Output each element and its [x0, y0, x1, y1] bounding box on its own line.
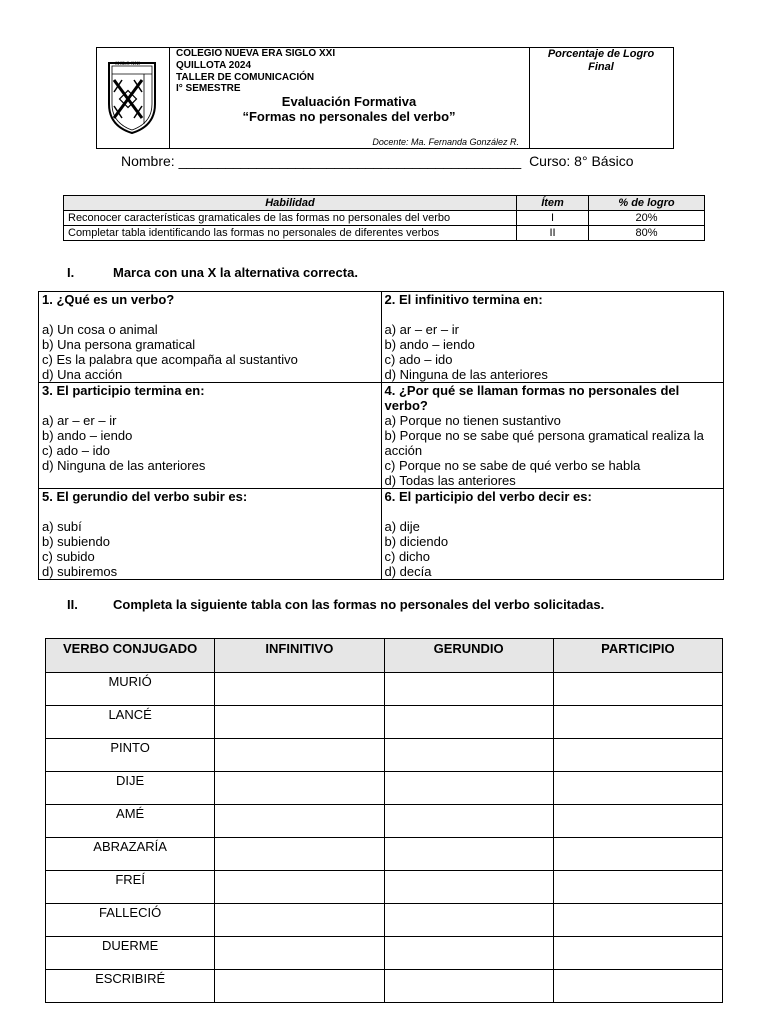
section-1-text: Marca con una X la alternativa correcta.: [113, 265, 358, 280]
conjugated-verb: FALLECIÓ: [46, 904, 215, 937]
question-cell: [381, 292, 724, 383]
conjugated-verb: LANCÉ: [46, 706, 215, 739]
infinitive-answer-cell[interactable]: [215, 772, 384, 805]
question-title: 3. El participio termina en:: [42, 383, 205, 398]
skill-percent: 20%: [589, 211, 705, 226]
student-line: [121, 153, 633, 169]
question-gap: [385, 307, 721, 322]
answer-option[interactable]: a) subí: [42, 519, 82, 534]
header-box: [96, 47, 674, 149]
verb-row: [46, 739, 723, 772]
score-label: [529, 48, 673, 74]
infinitive-answer-cell[interactable]: [215, 904, 384, 937]
answer-option[interactable]: c) subido: [42, 549, 95, 564]
participle-answer-cell[interactable]: [553, 673, 722, 706]
verb-table-header: VERBO CONJUGADO: [46, 639, 215, 673]
conjugated-verb: DUERME: [46, 937, 215, 970]
answer-option[interactable]: b) ando – iendo: [384, 337, 475, 352]
infinitive-answer-cell[interactable]: [215, 673, 384, 706]
school-city-year: QUILLOTA 2024: [176, 60, 252, 71]
conjugated-verb: AMÉ: [46, 805, 215, 838]
name-field[interactable]: Nombre: ____________________________________________: [121, 153, 522, 169]
school-info: [169, 48, 530, 148]
question-row: [39, 383, 724, 489]
participle-answer-cell[interactable]: [553, 904, 722, 937]
verb-table-body: [46, 673, 723, 1003]
gerund-answer-cell[interactable]: [384, 772, 553, 805]
question-row: [39, 489, 724, 580]
skills-row: [64, 226, 705, 241]
verb-table-header: PARTICIPIO: [553, 639, 722, 673]
answer-option[interactable]: c) Porque no se sabe de qué verbo se habla: [384, 458, 641, 473]
gerund-answer-cell[interactable]: [384, 970, 553, 1003]
answer-option[interactable]: d) decía: [384, 564, 432, 579]
answer-option[interactable]: b) diciendo: [384, 534, 449, 549]
answer-option[interactable]: c) ado – ido: [42, 443, 110, 458]
participle-answer-cell[interactable]: [553, 838, 722, 871]
answer-option[interactable]: b) subiendo: [42, 534, 110, 549]
verb-table-header: GERUNDIO: [384, 639, 553, 673]
question-cell: [39, 292, 382, 383]
skill-percent: 80%: [589, 226, 705, 241]
answer-option[interactable]: a) Porque no tienen sustantivo: [384, 413, 561, 428]
verb-row: [46, 937, 723, 970]
course-label: Curso: 8° Básico: [529, 153, 634, 169]
skills-table: [63, 195, 705, 241]
gerund-answer-cell[interactable]: [384, 871, 553, 904]
answer-option[interactable]: b) Una persona gramatical: [42, 337, 196, 352]
skill-desc: Completar tabla identificando las formas no personales de diferentes verbos: [64, 226, 517, 241]
infinitive-answer-cell[interactable]: [215, 739, 384, 772]
logo-text-top: SIGLO XXI: [115, 62, 140, 67]
answer-option[interactable]: a) ar – er – ir: [384, 322, 459, 337]
verb-row: [46, 673, 723, 706]
verb-table-header-row: [46, 639, 723, 673]
school-crest-logo: [106, 60, 158, 136]
section-2-text: Completa la siguiente tabla con las formas no personales del verbo solicitadas.: [113, 597, 605, 612]
verb-row: [46, 772, 723, 805]
question-title: 2. El infinitivo termina en:: [384, 292, 543, 307]
evaluation-subtitle: “Formas no personales del verbo”: [242, 109, 456, 124]
infinitive-answer-cell[interactable]: [215, 805, 384, 838]
gerund-answer-cell[interactable]: [384, 937, 553, 970]
gerund-answer-cell[interactable]: [384, 673, 553, 706]
skills-header: % de logro: [589, 196, 705, 211]
answer-option[interactable]: d) Una acción: [42, 367, 123, 382]
verb-row: [46, 904, 723, 937]
conjugated-verb: ESCRIBIRÉ: [46, 970, 215, 1003]
question-cell: [381, 383, 724, 489]
infinitive-answer-cell[interactable]: [215, 937, 384, 970]
gerund-answer-cell[interactable]: [384, 904, 553, 937]
section-1-number: I.: [67, 265, 75, 280]
conjugated-verb: FREÍ: [46, 871, 215, 904]
infinitive-answer-cell[interactable]: [215, 970, 384, 1003]
course-subject: TALLER DE COMUNICACIÓN: [176, 72, 315, 83]
verb-row: [46, 970, 723, 1003]
question-title: 4. ¿Por qué se llaman formas no personales del verbo?: [384, 383, 680, 413]
verb-row: [46, 706, 723, 739]
gerund-answer-cell[interactable]: [384, 805, 553, 838]
skill-item: II: [517, 226, 589, 241]
question-cell: [39, 383, 382, 489]
participle-answer-cell[interactable]: [553, 805, 722, 838]
skills-header: Habilidad: [64, 196, 517, 211]
answer-option[interactable]: c) dicho: [384, 549, 431, 564]
answer-option[interactable]: d) Ninguna de las anteriores: [42, 458, 206, 473]
gerund-answer-cell[interactable]: [384, 838, 553, 871]
evaluation-title: Evaluación Formativa: [281, 94, 417, 109]
participle-answer-cell[interactable]: [553, 871, 722, 904]
verb-row: [46, 838, 723, 871]
question-row: [39, 292, 724, 383]
answer-option[interactable]: d) subiremos: [42, 564, 118, 579]
participle-answer-cell[interactable]: [553, 772, 722, 805]
answer-option[interactable]: a) Un cosa o animal: [42, 322, 158, 337]
infinitive-answer-cell[interactable]: [215, 838, 384, 871]
answer-option[interactable]: c) ado – ido: [384, 352, 453, 367]
semester: I° SEMESTRE: [176, 83, 241, 94]
conjugated-verb: ABRAZARÍA: [46, 838, 215, 871]
answer-option[interactable]: a) ar – er – ir: [42, 413, 117, 428]
question-title: 1. ¿Qué es un verbo?: [42, 292, 175, 307]
answer-option[interactable]: d) Todas las anteriores: [384, 473, 516, 488]
answer-option[interactable]: b) Porque no se sabe qué persona gramatical realiza la acción: [384, 428, 704, 458]
question-cell: [381, 489, 724, 580]
question-gap: [42, 307, 378, 322]
section-1-heading: [67, 265, 358, 280]
questions-table: [38, 291, 724, 580]
verb-row: [46, 805, 723, 838]
score-label-line2: Final: [588, 61, 614, 73]
school-name: COLEGIO NUEVA ERA SIGLO XXI: [176, 48, 336, 59]
gerund-answer-cell[interactable]: [384, 739, 553, 772]
question-gap: [42, 504, 378, 519]
participle-answer-cell[interactable]: [553, 937, 722, 970]
conjugated-verb: PINTO: [46, 739, 215, 772]
answer-option[interactable]: d) Ninguna de las anteriores: [384, 367, 548, 382]
verb-table-header: INFINITIVO: [215, 639, 384, 673]
question-title: 6. El participio del verbo decir es:: [384, 489, 592, 504]
skills-header: Ítem: [517, 196, 589, 211]
question-title: 5. El gerundio del verbo subir es:: [42, 489, 248, 504]
participle-answer-cell[interactable]: [553, 706, 722, 739]
participle-answer-cell[interactable]: [553, 739, 722, 772]
answer-option[interactable]: c) Es la palabra que acompaña al sustantivo: [42, 352, 298, 367]
score-label-line1: Porcentaje de Logro: [547, 48, 655, 60]
skills-row: [64, 211, 705, 226]
skill-desc: Reconocer características gramaticales de las formas no personales del verbo: [64, 211, 517, 226]
skills-header-row: [64, 196, 705, 211]
teacher-name: Docente: Ma. Fernanda González R.: [372, 137, 519, 147]
question-cell: [39, 489, 382, 580]
question-gap: [385, 504, 721, 519]
skill-item: I: [517, 211, 589, 226]
score-cell: [529, 48, 673, 148]
answer-option[interactable]: a) dije: [384, 519, 420, 534]
answer-option[interactable]: b) ando – iendo: [42, 428, 133, 443]
verb-row: [46, 871, 723, 904]
logo-cell: [97, 48, 170, 148]
section-2-number: II.: [67, 597, 78, 612]
section-2-heading: [67, 597, 605, 612]
conjugated-verb: MURIÓ: [46, 673, 215, 706]
gerund-answer-cell[interactable]: [384, 706, 553, 739]
infinitive-answer-cell[interactable]: [215, 706, 384, 739]
verb-forms-table: [45, 638, 723, 1003]
participle-answer-cell[interactable]: [553, 970, 722, 1003]
infinitive-answer-cell[interactable]: [215, 871, 384, 904]
question-gap: [42, 398, 378, 413]
conjugated-verb: DIJE: [46, 772, 215, 805]
